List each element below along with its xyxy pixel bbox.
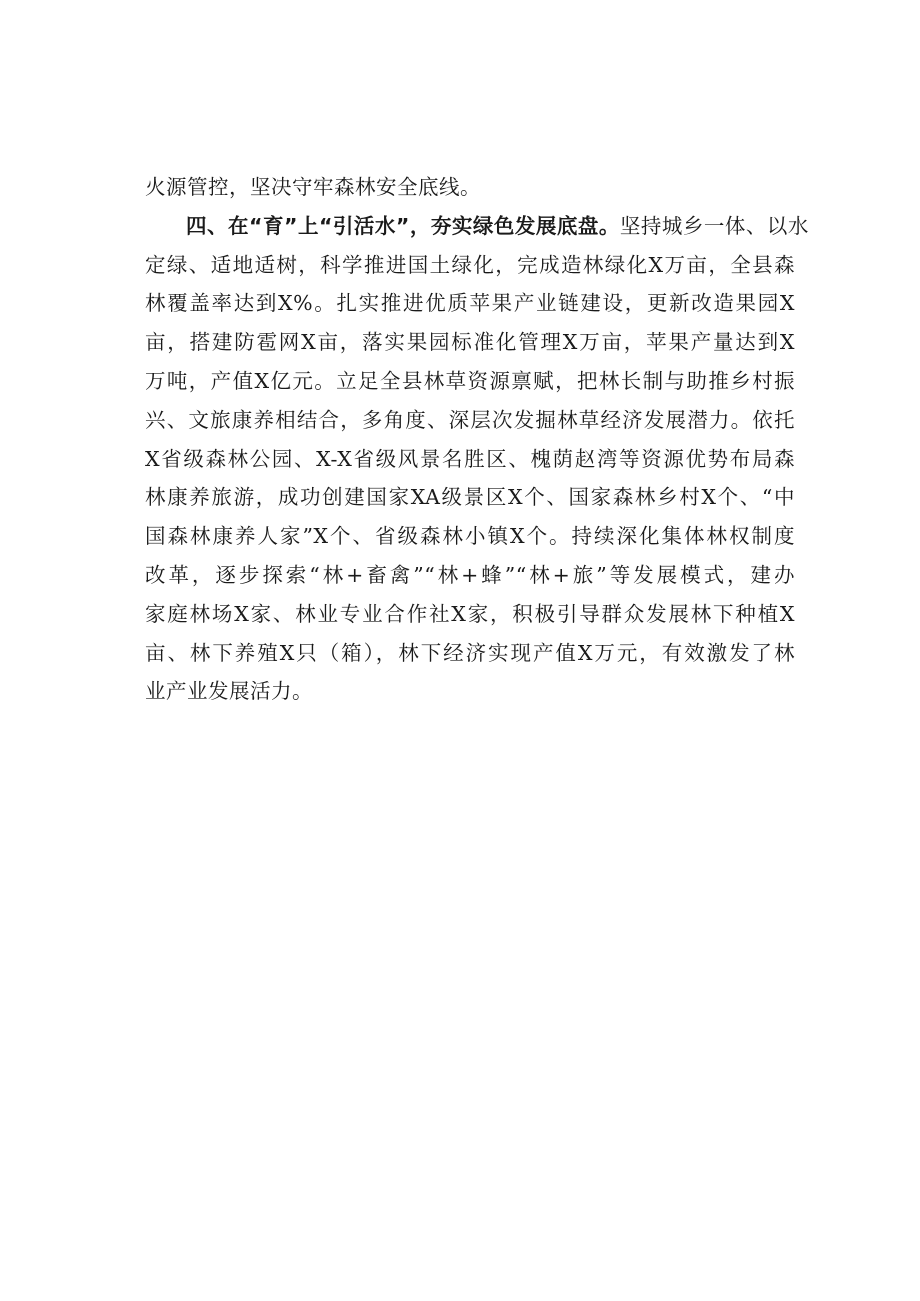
paragraph-line: 亩、林下养殖X只（箱），林下经济实现产值X万元，有效激发了林 [145, 640, 795, 665]
section-first-line [145, 207, 809, 246]
paragraph-line: 改革，逐步探索“林+畜禽”“林+蜂”“林+旅”等发展模式，建办 [145, 562, 795, 587]
paragraph-line: 火源管控，坚决守牢森林安全底线。 [145, 175, 481, 199]
paragraph-line: 万吨，产值X亿元。立足全县林草资源禀赋，把林长制与助推乡村振 [145, 368, 795, 393]
paragraph-line: 林覆盖率达到X%。扎实推进优质苹果产业链建设，更新改造果园X [145, 291, 795, 316]
body-text [145, 168, 809, 711]
section-first-line-text: 坚持城乡一体、以水 [619, 213, 809, 238]
paragraph-line: X省级森林公园、X-X省级风景名胜区、槐荫赵湾等资源优势布局森 [145, 446, 795, 471]
paragraph-line: 业产业发展活力。 [145, 679, 313, 704]
paragraph-line: 亩，搭建防雹网X亩，落实果园标准化管理X万亩，苹果产量达到X [145, 330, 795, 355]
paragraph-line: 定绿、适地适树，科学推进国土绿化，完成造林绿化X万亩，全县森 [145, 252, 795, 277]
paragraph-line: 兴、文旅康养相结合，多角度、深层次发掘林草经济发展潜力。依托 [145, 407, 795, 432]
paragraph-line: 国森林康养人家”X个、省级森林小镇X个。持续深化集体林权制度 [145, 524, 795, 549]
section-heading: 四、在“育”上“引活水”，夯实绿色发展底盘。 [186, 213, 620, 238]
paragraph-line: 家庭林场X家、林业专业合作社X家，积极引导群众发展林下种植X [145, 601, 795, 626]
paragraph-line: 林康养旅游，成功创建国家XA级景区X个、国家森林乡村X个、“中 [145, 485, 795, 510]
